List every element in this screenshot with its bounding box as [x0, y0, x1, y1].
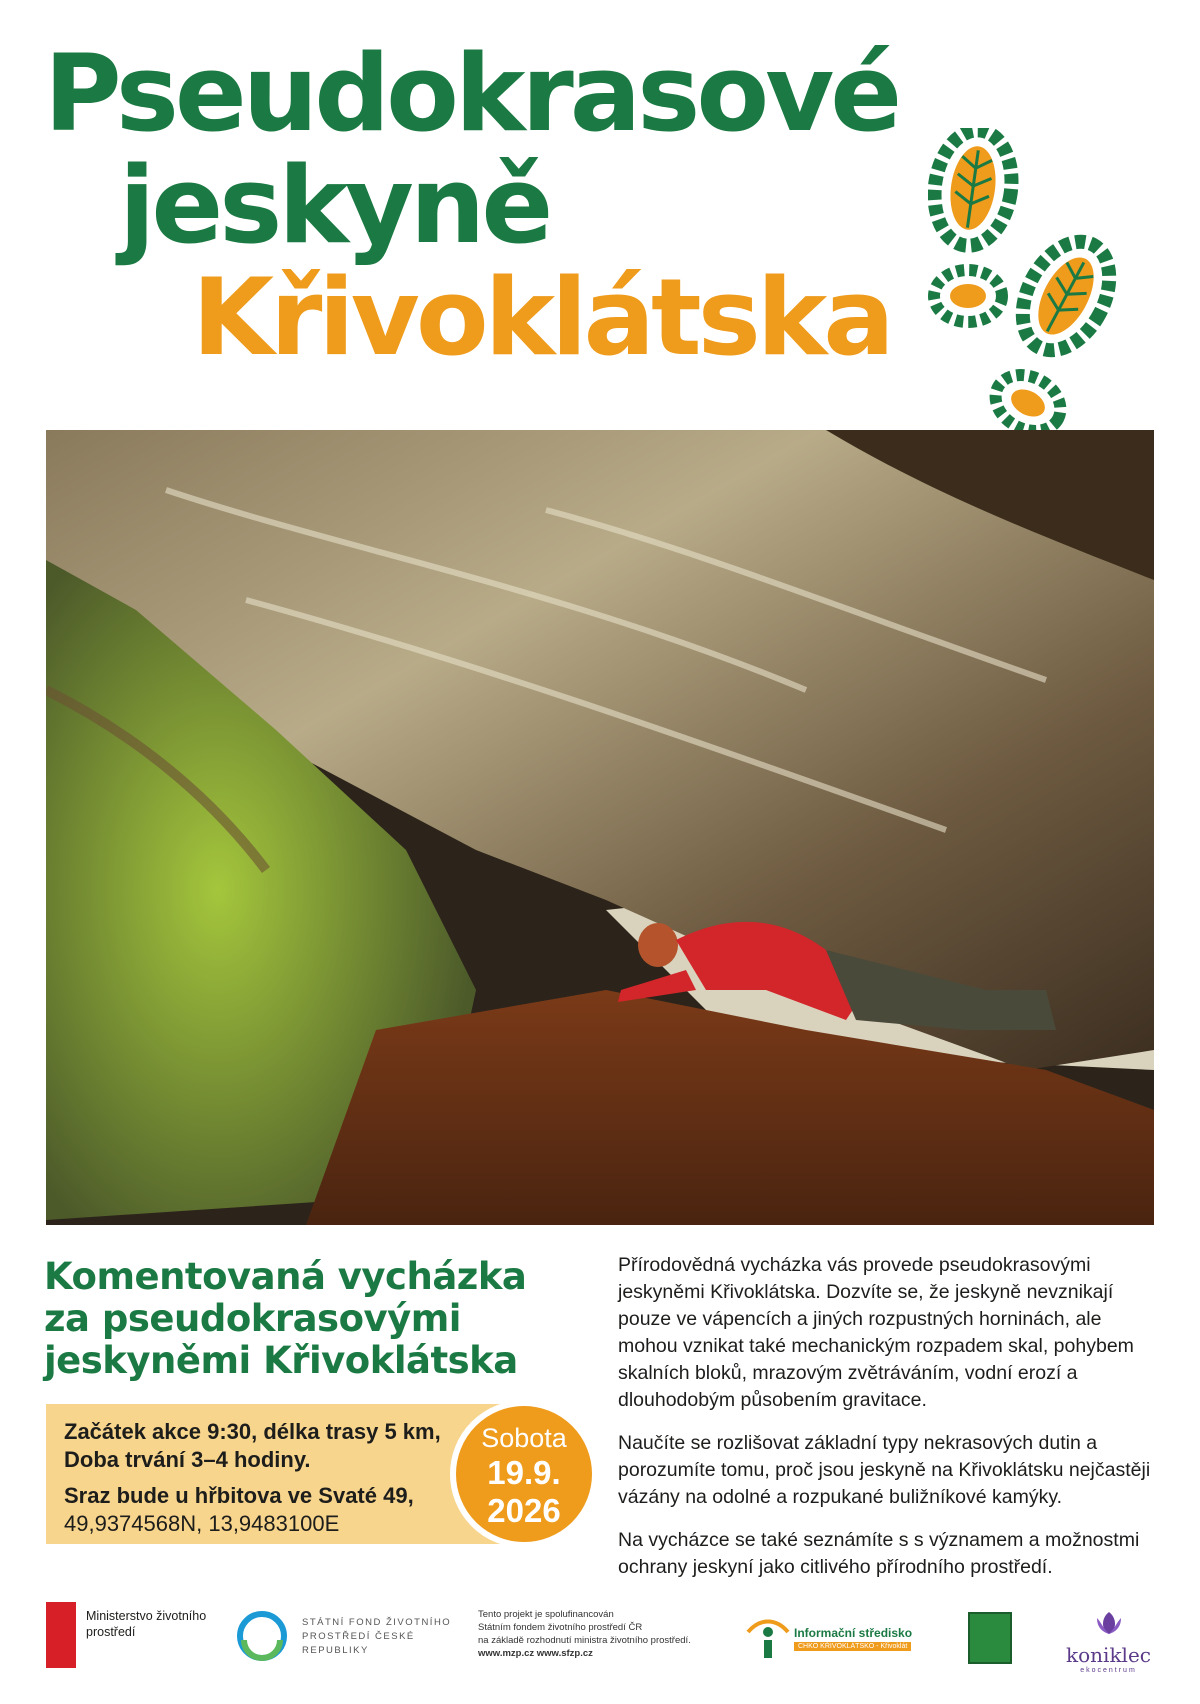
title-line-2: jeskyně — [119, 144, 550, 267]
footer-logos — [0, 1596, 1200, 1696]
description-paragraph-1: Přírodovědná vycházka vás provede pseudokrasovými jeskyněmi Křivoklátska. Dozvíte se, že jeskyně nevznikají pouze ve vápencích a jiných rozpustných horninách, ale mohou vznikat také mechanickým rozpadem skal, pohybem skalních bloků, mrazovým zvětráváním, vodní erozí a dlouhodobým působením gravitace. — [618, 1254, 1134, 1411]
description — [618, 1252, 1166, 1597]
koniklec-name: koniklec — [1066, 1643, 1151, 1667]
title-line-1: Pseudokrasové — [44, 32, 899, 155]
koniklec-subtitle: ekocentrum — [1080, 1667, 1137, 1674]
cave-photo — [46, 430, 1154, 1225]
sfzp-logo — [236, 1610, 452, 1667]
cofin-line-3: na základě rozhodnutí ministra životního prostředí. — [478, 1635, 691, 1646]
koniklec-logo — [1066, 1610, 1151, 1674]
date-year: 2026 — [487, 1492, 561, 1529]
description-paragraph-3: Na vycházce se také seznámíte s s významem a možnostmi ochrany jeskyní jako citlivého přírodního prostředí. — [618, 1529, 1140, 1578]
cofin-line-2: Státním fondem životního prostředí ČR — [478, 1622, 643, 1633]
poster-title — [44, 32, 899, 379]
date-value: 19.9. — [487, 1454, 561, 1491]
event-duration: Doba trvání 3–4 hodiny. — [64, 1447, 311, 1472]
sfzp-swirl-icon — [236, 1610, 288, 1662]
meeting-point: Sraz bude u hřbitova ve Svaté 49, — [64, 1483, 414, 1508]
description-paragraph-2: Naučíte se rozlišovat základní typy nekrasových dutin a porozumíte tomu, proč jsou jeskyně na Křivoklátsku nejčastěji vázány na odolné a rozpukané buližníkové kamýky. — [618, 1432, 1151, 1508]
sfzp-name: STÁTNÍ FOND ŽIVOTNÍHO PROSTŘEDÍ ČESKÉ REPUBLIKY — [302, 1617, 452, 1656]
cofinancing-note — [478, 1608, 728, 1660]
info-center-title: Informační středisko — [794, 1626, 913, 1640]
czech-lion-icon — [46, 1602, 76, 1668]
info-center-subtitle: CHKO KŘIVOKLÁTSKO - Křivoklát — [794, 1642, 911, 1651]
event-start-length: Začátek akce 9:30, délka trasy 5 km, — [64, 1419, 441, 1444]
chko-emblem-icon — [968, 1612, 1012, 1664]
cofin-line-1: Tento projekt je spolufinancován — [478, 1609, 614, 1620]
date-badge — [450, 1400, 598, 1548]
footprints-icon — [928, 128, 1138, 458]
date-day: Sobota — [481, 1423, 567, 1453]
meeting-coordinates: 49,9374568N, 13,9483100E — [64, 1511, 340, 1536]
mzp-name: Ministerstvo životního prostředí — [86, 1609, 207, 1639]
title-line-3: Křivoklátska — [192, 256, 891, 379]
cofin-websites: www.mzp.cz www.sfzp.cz — [478, 1648, 593, 1659]
info-i-icon — [746, 1614, 790, 1660]
crocus-icon — [1089, 1610, 1129, 1636]
info-center-logo — [746, 1614, 913, 1665]
event-info-box — [46, 1404, 516, 1544]
event-subheading: Komentovaná vycházka za pseudokrasovými jeskyněmi Křivoklátska — [44, 1255, 527, 1382]
